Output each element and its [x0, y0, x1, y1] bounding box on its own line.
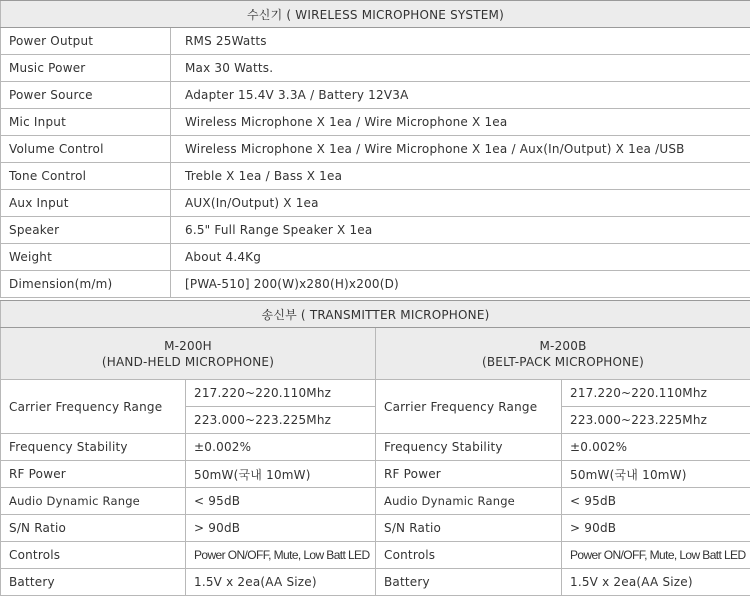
spec-value: Wireless Microphone X 1ea / Wire Microphone X 1ea [171, 109, 750, 136]
table-row [1, 461, 750, 488]
spec-label: Audio Dynamic Range [1, 488, 186, 515]
spec-value: About 4.4Kg [171, 244, 750, 271]
model-header-m200h [1, 328, 376, 380]
spec-label: Dimension(m/m) [1, 271, 171, 298]
spec-value: < 95dB [186, 488, 376, 515]
spec-label: Power Output [1, 28, 171, 55]
spec-value: Treble X 1ea / Bass X 1ea [171, 163, 750, 190]
spec-label: Audio Dynamic Range [376, 488, 562, 515]
spec-value: 50mW(국내 10mW) [186, 461, 376, 488]
spec-label: Battery [1, 569, 186, 596]
spec-label: S/N Ratio [1, 515, 186, 542]
spec-value: [PWA-510] 200(W)x280(H)x200(D) [171, 271, 750, 298]
table-row [1, 109, 750, 136]
transmitter-spec-table [0, 300, 750, 596]
table-row [1, 271, 750, 298]
spec-value: 217.220~220.110Mhz [562, 380, 750, 407]
table-row [1, 515, 750, 542]
table-row [1, 244, 750, 271]
spec-label: S/N Ratio [376, 515, 562, 542]
spec-label: Weight [1, 244, 171, 271]
spec-value: 50mW(국내 10mW) [562, 461, 750, 488]
spec-value: 223.000~223.225Mhz [562, 407, 750, 434]
spec-label: Aux Input [1, 190, 171, 217]
spec-value: 1.5V x 2ea(AA Size) [186, 569, 376, 596]
spec-label: Frequency Stability [376, 434, 562, 461]
spec-label: RF Power [376, 461, 562, 488]
spec-label: Controls [376, 542, 562, 569]
table-row [1, 28, 750, 55]
spec-value: Power ON/OFF, Mute, Low Batt LED [562, 542, 750, 569]
table-row [1, 569, 750, 596]
spec-label: Tone Control [1, 163, 171, 190]
spec-value: > 90dB [186, 515, 376, 542]
spec-value: AUX(In/Output) X 1ea [171, 190, 750, 217]
model-name: M-200B [376, 338, 750, 354]
table-row [1, 380, 750, 407]
spec-label: Frequency Stability [1, 434, 186, 461]
table-row [1, 190, 750, 217]
table-row [1, 542, 750, 569]
spec-value: Wireless Microphone X 1ea / Wire Microphone X 1ea / Aux(In/Output) X 1ea /USB [171, 136, 750, 163]
spec-label: Battery [376, 569, 562, 596]
spec-label: RF Power [1, 461, 186, 488]
model-name: M-200H [1, 338, 375, 354]
spec-value: 217.220~220.110Mhz [186, 380, 376, 407]
table-row [1, 82, 750, 109]
spec-label: Music Power [1, 55, 171, 82]
spec-value: RMS 25Watts [171, 28, 750, 55]
table-row [1, 434, 750, 461]
spec-value: < 95dB [562, 488, 750, 515]
table-row [1, 55, 750, 82]
spec-value: Power ON/OFF, Mute, Low Batt LED [186, 542, 376, 569]
spec-value: 1.5V x 2ea(AA Size) [562, 569, 750, 596]
table-row [1, 488, 750, 515]
spec-value: Adapter 15.4V 3.3A / Battery 12V3A [171, 82, 750, 109]
transmitter-section-title: 송신부 ( TRANSMITTER MICROPHONE) [1, 301, 750, 328]
table-row [1, 163, 750, 190]
model-type: (HAND-HELD MICROPHONE) [1, 354, 375, 370]
spec-value: ±0.002% [186, 434, 376, 461]
spec-label: Carrier Frequency Range [1, 380, 186, 434]
spec-label: Controls [1, 542, 186, 569]
spec-value: 6.5" Full Range Speaker X 1ea [171, 217, 750, 244]
spec-value: ±0.002% [562, 434, 750, 461]
table-row [1, 217, 750, 244]
receiver-section-title: 수신기 ( WIRELESS MICROPHONE SYSTEM) [1, 1, 750, 28]
spec-value: > 90dB [562, 515, 750, 542]
model-header-m200b [376, 328, 750, 380]
spec-label: Carrier Frequency Range [376, 380, 562, 434]
spec-label: Speaker [1, 217, 171, 244]
table-row [1, 136, 750, 163]
spec-value: 223.000~223.225Mhz [186, 407, 376, 434]
spec-value: Max 30 Watts. [171, 55, 750, 82]
model-type: (BELT-PACK MICROPHONE) [376, 354, 750, 370]
spec-label: Mic Input [1, 109, 171, 136]
spec-label: Volume Control [1, 136, 171, 163]
spec-label: Power Source [1, 82, 171, 109]
